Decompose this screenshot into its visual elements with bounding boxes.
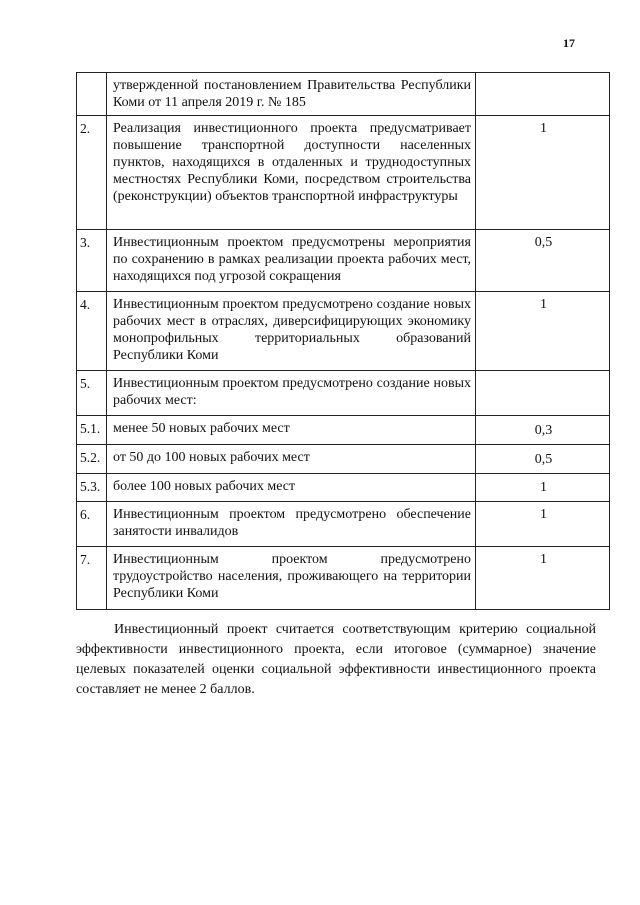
row-text: более 100 новых рабочих мест xyxy=(107,474,476,502)
table-row xyxy=(77,73,610,116)
table-row xyxy=(77,445,610,474)
row-points: 0,5 xyxy=(476,445,610,474)
criteria-table xyxy=(76,72,610,610)
table-row xyxy=(77,547,610,610)
row-number: 5.2. xyxy=(77,445,107,474)
row-number: 2. xyxy=(77,116,107,230)
row-points: 1 xyxy=(476,292,610,371)
row-number: 5. xyxy=(77,371,107,416)
row-text: от 50 до 100 новых рабочих мест xyxy=(107,445,476,474)
row-number xyxy=(77,73,107,116)
page-number: 17 xyxy=(563,36,575,50)
row-text: Реализация инвестиционного проекта предусматривает повышение транспортной доступности населенных пунктов, находящихся в отдаленных и труднодоступных местностях Республики Коми, посредством строительства (реконструкции) объектов транспортной инфраструктуры xyxy=(107,116,476,230)
row-points: 1 xyxy=(476,116,610,230)
conclusion-paragraph: Инвестиционный проект считается соответствующим критерию социальной эффективности инвестиционного проекта, если итоговое (суммарное) значение целевых показателей оценки социальной эффективности инвестиционного проекта составляет не менее 2 баллов. xyxy=(76,622,596,697)
row-text: Инвестиционным проектом предусмотрены мероприятия по сохранению в рамках реализации проекта рабочих мест, находящихся под угрозой сокращения xyxy=(107,230,476,292)
row-points xyxy=(476,73,610,116)
row-points: 1 xyxy=(476,502,610,547)
row-points xyxy=(476,371,610,416)
row-text: Инвестиционным проектом предусмотрено трудоустройство населения, проживающего на территории Республики Коми xyxy=(107,547,476,610)
table-row xyxy=(77,474,610,502)
row-points: 1 xyxy=(476,474,610,502)
row-text: менее 50 новых рабочих мест xyxy=(107,416,476,445)
row-number: 3. xyxy=(77,230,107,292)
row-points: 0,3 xyxy=(476,416,610,445)
row-number: 5.3. xyxy=(77,474,107,502)
row-number: 5.1. xyxy=(77,416,107,445)
table-row xyxy=(77,371,610,416)
row-text: Инвестиционным проектом предусмотрено обеспечение занятости инвалидов xyxy=(107,502,476,547)
table-row xyxy=(77,116,610,230)
row-text: утвержденной постановлением Правительства Республики Коми от 11 апреля 2019 г. № 185 xyxy=(107,73,476,116)
row-number: 4. xyxy=(77,292,107,371)
table-row xyxy=(77,502,610,547)
row-text: Инвестиционным проектом предусмотрено создание новых рабочих мест: xyxy=(107,371,476,416)
table-row xyxy=(77,416,610,445)
row-points: 1 xyxy=(476,547,610,610)
row-text: Инвестиционным проектом предусмотрено создание новых рабочих мест в отраслях, диверсифицирующих экономику монопрофильных территориальных образований Республики Коми xyxy=(107,292,476,371)
row-number: 7. xyxy=(77,547,107,610)
table-row xyxy=(77,292,610,371)
row-number: 6. xyxy=(77,502,107,547)
row-points: 0,5 xyxy=(476,230,610,292)
table-row xyxy=(77,230,610,292)
